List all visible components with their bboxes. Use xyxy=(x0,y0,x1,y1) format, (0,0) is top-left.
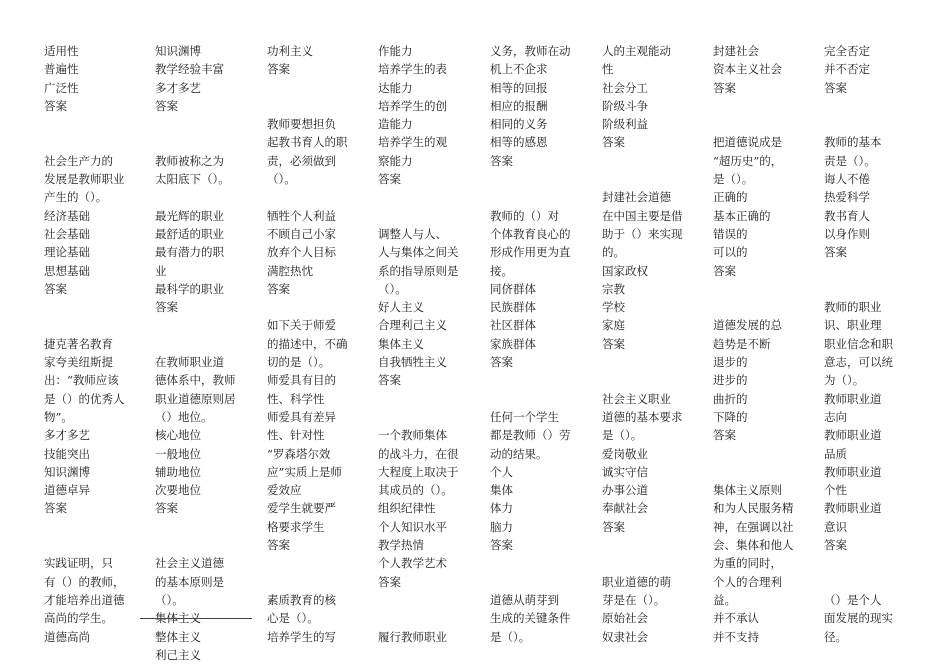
text-line: 社会基础 xyxy=(44,226,90,241)
text-line: 是（）。 xyxy=(490,629,531,644)
text-line: 奴隶社会 xyxy=(602,629,648,644)
text-line: 知识渊博 xyxy=(44,464,90,479)
column-4 xyxy=(378,42,488,646)
text-line xyxy=(824,262,934,280)
text-line: 爱效应 xyxy=(267,483,302,498)
text-line: 教师要想担负 xyxy=(267,117,336,132)
text-line: 人与集体之间关 xyxy=(378,245,459,260)
text-line: 一般地位 xyxy=(155,446,201,461)
text-line: 教学热情 xyxy=(378,538,424,553)
text-line: 最科学的职业 xyxy=(155,281,224,296)
text-line: 助于（）来实现 xyxy=(602,226,683,241)
text-line xyxy=(267,573,377,591)
text-line: 产生的（）。 xyxy=(44,190,108,205)
text-line: 道德的基本要求 xyxy=(602,409,683,424)
text-line: 诲人不倦 xyxy=(824,172,870,187)
text-line: 教师的基本 xyxy=(824,135,882,150)
text-line: 答案 xyxy=(155,300,178,315)
text-line: 人的主观能动 xyxy=(602,44,671,58)
text-line: 教师职业道 xyxy=(824,428,882,443)
text-line: 答案 xyxy=(602,135,625,150)
text-line: 并不否定 xyxy=(824,62,870,77)
text-line: 社会主义道德 xyxy=(155,556,224,571)
text-line: 答案 xyxy=(713,80,736,95)
text-line: 把道德说成是 xyxy=(713,135,782,150)
text-line: 爱学生就要严 xyxy=(267,501,336,516)
text-line: 诚实守信 xyxy=(602,464,648,479)
text-line: 核心地位 xyxy=(155,428,201,443)
text-line: 广泛性 xyxy=(44,80,79,95)
text-line: 任何一个学生 xyxy=(490,409,559,424)
text-line: 答案 xyxy=(602,519,625,534)
text-line xyxy=(713,445,823,463)
text-line: 爱岗敬业 xyxy=(602,446,648,461)
text-line xyxy=(44,316,154,334)
text-line: 退步的 xyxy=(713,355,748,370)
text-line: 合理利己主义 xyxy=(378,318,447,333)
text-line: 为（）。 xyxy=(824,373,865,388)
text-line: 下降的 xyxy=(713,409,748,424)
text-line: 个人教学艺术 xyxy=(378,556,447,571)
text-line xyxy=(155,115,265,133)
text-line xyxy=(378,609,488,627)
text-line: 形成作用更为直 xyxy=(490,245,571,260)
text-line: 太阳底下（）。 xyxy=(155,172,230,187)
text-line: 次要地位 xyxy=(155,483,201,498)
text-line: （）。 xyxy=(267,172,296,187)
column-3 xyxy=(267,42,377,646)
text-line: 是（）的优秀人 xyxy=(44,391,125,406)
text-line: 履行教师职业 xyxy=(378,629,447,644)
text-line: 如下关于师爱 xyxy=(267,318,336,333)
text-line: 的基本原则是 xyxy=(155,574,224,589)
text-line: 接。 xyxy=(490,263,513,278)
text-line: “罗森塔尔效 xyxy=(267,446,331,461)
text-line: （）。 xyxy=(155,592,184,607)
text-line: 集体主义原则 xyxy=(713,483,782,498)
text-line: 答案 xyxy=(824,80,847,95)
text-line: 答案 xyxy=(378,574,401,589)
text-line xyxy=(824,554,934,572)
text-line: 培养学生的观 xyxy=(378,135,447,150)
text-line: 进步的 xyxy=(713,373,748,388)
text-line: 意识 xyxy=(824,519,847,534)
text-line: 办事公道 xyxy=(602,483,648,498)
text-line: 职业道德原则居 xyxy=(155,391,236,406)
text-line: 径。 xyxy=(824,629,847,644)
column-8 xyxy=(824,42,934,646)
text-line: 答案 xyxy=(155,98,178,113)
text-line xyxy=(824,573,934,591)
text-line: 社会主义职业 xyxy=(602,391,671,406)
text-line: 曲折的 xyxy=(713,391,748,406)
text-line: 应”实质上是师 xyxy=(267,464,342,479)
text-line: 多才多艺 xyxy=(44,428,90,443)
text-line: 答案 xyxy=(267,538,290,553)
text-line: 切的是（）。 xyxy=(267,355,331,370)
text-line: 道德发展的总 xyxy=(713,318,782,333)
text-line: 一个教师集体 xyxy=(378,428,447,443)
text-line: 教师的职业 xyxy=(824,300,882,315)
text-line xyxy=(378,408,488,426)
text-line: 在中国主要是借 xyxy=(602,208,683,223)
text-line xyxy=(44,518,154,536)
text-line: 性 xyxy=(602,62,614,77)
text-line: 学校 xyxy=(602,300,625,315)
text-line: 相等的回报 xyxy=(490,80,548,95)
text-line: 知识渊博 xyxy=(155,44,201,58)
text-line: 封建社会道德 xyxy=(602,190,671,205)
text-line: 个体教育良心的 xyxy=(490,226,571,241)
text-line: 责是（）。 xyxy=(824,153,876,168)
text-line xyxy=(824,280,934,298)
text-line xyxy=(824,115,934,133)
text-line: 教师职业道 xyxy=(824,464,882,479)
text-line xyxy=(490,573,600,591)
text-line: 利己主义 xyxy=(155,647,201,662)
text-line: 面发展的现实 xyxy=(824,611,893,626)
text-line: 发展是教师职业 xyxy=(44,172,125,187)
text-line: 造能力 xyxy=(378,117,413,132)
text-line: 相应的报酬 xyxy=(490,98,548,113)
text-line: 好人主义 xyxy=(378,300,424,315)
text-line: 答案 xyxy=(155,501,178,516)
text-line: 答案 xyxy=(378,172,401,187)
text-line: 相同的义务 xyxy=(490,117,548,132)
text-line: 道德卓异 xyxy=(44,483,90,498)
text-line: 教书育人 xyxy=(824,208,870,223)
text-line: 益。 xyxy=(713,592,736,607)
text-line xyxy=(378,591,488,609)
text-line: “超历史”的， xyxy=(713,153,783,168)
text-line xyxy=(267,188,377,206)
text-line xyxy=(267,554,377,572)
text-line: 是（）。 xyxy=(602,428,643,443)
text-line: （）。 xyxy=(378,281,407,296)
text-line: 师爱具有目的 xyxy=(267,373,336,388)
text-line: 业 xyxy=(155,263,167,278)
text-line xyxy=(44,298,154,316)
text-line: （）地位。 xyxy=(155,409,213,424)
text-line xyxy=(490,170,600,188)
column-5 xyxy=(490,42,600,646)
text-line: 实践证明，只 xyxy=(44,556,113,571)
text-line: 起教书育人的职 xyxy=(267,135,348,150)
text-line xyxy=(602,152,712,170)
text-line xyxy=(602,353,712,371)
text-line: 趋势是不断 xyxy=(713,336,771,351)
text-line xyxy=(713,298,823,316)
text-line: 答案 xyxy=(713,428,736,443)
text-line: 机上不企求 xyxy=(490,62,548,77)
text-line: 脑力 xyxy=(490,519,513,534)
text-line: 大程度上取决于 xyxy=(378,464,459,479)
text-line: 个人的合理利 xyxy=(713,574,782,589)
text-line: 答案 xyxy=(44,281,67,296)
text-line xyxy=(713,463,823,481)
text-line xyxy=(155,536,265,554)
text-line xyxy=(267,298,377,316)
text-line: 作能力 xyxy=(378,44,413,58)
text-line xyxy=(378,188,488,206)
text-line: 错误的 xyxy=(713,226,748,241)
text-line xyxy=(824,97,934,115)
text-line: 答案 xyxy=(490,538,513,553)
text-line: 为重的同时， xyxy=(713,556,782,571)
text-line: 才能培养出道德 xyxy=(44,592,125,607)
text-line: 相等的感恩 xyxy=(490,135,548,150)
text-line: 性、针对性 xyxy=(267,428,325,443)
text-line: 牺牲个人利益 xyxy=(267,208,336,223)
text-line xyxy=(44,536,154,554)
text-line: 正确的 xyxy=(713,190,748,205)
text-line: 格要求学生 xyxy=(267,519,325,534)
footnote-rule xyxy=(140,618,252,619)
text-line: 社会生产力的 xyxy=(44,153,113,168)
text-line: 社会分工 xyxy=(602,80,648,95)
text-line xyxy=(267,79,377,97)
text-line: 在教师职业道 xyxy=(155,355,224,370)
text-line: 阶级利益 xyxy=(602,117,648,132)
text-line: 家庭 xyxy=(602,318,625,333)
text-line xyxy=(713,115,823,133)
text-line: 是（）。 xyxy=(713,172,754,187)
text-line: 可以的 xyxy=(713,245,748,260)
column-6 xyxy=(602,42,712,646)
text-line: 意志，可以统 xyxy=(824,355,893,370)
text-line: 普遍性 xyxy=(44,62,79,77)
text-line: 职业道德的萌 xyxy=(602,574,671,589)
text-line: 适用性 xyxy=(44,44,79,58)
text-line: 素质教育的核 xyxy=(267,592,336,607)
text-line xyxy=(713,280,823,298)
text-line: 热爱科学 xyxy=(824,190,870,205)
text-line: 系的指导原则是 xyxy=(378,263,459,278)
text-line: 的。 xyxy=(602,245,625,260)
text-line xyxy=(378,207,488,225)
text-line: 教师职业道 xyxy=(824,391,882,406)
column-1 xyxy=(44,42,154,646)
text-line: 阶级斗争 xyxy=(602,98,648,113)
text-line: 技能突出 xyxy=(44,446,90,461)
text-line: 完全否定 xyxy=(824,44,870,58)
text-line: 生成的关键条件 xyxy=(490,611,571,626)
text-line xyxy=(490,390,600,408)
text-line: 动的结果。 xyxy=(490,446,548,461)
text-line: 调整人与人、 xyxy=(378,226,447,241)
text-line: 德体系中，教师 xyxy=(155,373,236,388)
text-line: 基本正确的 xyxy=(713,208,771,223)
text-line: 多才多艺 xyxy=(155,80,201,95)
text-line xyxy=(602,554,712,572)
text-line: 答案 xyxy=(824,245,847,260)
text-line: 捷克著名教育 xyxy=(44,336,113,351)
text-line: 物”。 xyxy=(44,409,73,424)
text-line: 集体主义 xyxy=(378,336,424,351)
text-line: （）是个人 xyxy=(824,592,882,607)
text-line: 体力 xyxy=(490,501,513,516)
text-line xyxy=(490,554,600,572)
text-line: 功利主义 xyxy=(267,44,313,58)
text-line xyxy=(602,371,712,389)
text-line: 满腔热忱 xyxy=(267,263,313,278)
text-line: 奉献社会 xyxy=(602,501,648,516)
text-line: 同侪群体 xyxy=(490,281,536,296)
text-line: 家族群体 xyxy=(490,336,536,351)
text-line xyxy=(713,97,823,115)
text-line: 师爱具有差异 xyxy=(267,409,336,424)
text-line: 教学经验丰富 xyxy=(155,62,224,77)
text-line: 最光辉的职业 xyxy=(155,208,224,223)
text-line: 出：“教师应该 xyxy=(44,373,119,388)
text-line: 有（）的教师， xyxy=(44,574,125,589)
text-line: 宗教 xyxy=(602,281,625,296)
text-line: 识、职业理 xyxy=(824,318,882,333)
text-line: 国家政权 xyxy=(602,263,648,278)
text-line: 整体主义 xyxy=(155,629,201,644)
text-line: 教师被称之为 xyxy=(155,153,224,168)
text-line xyxy=(155,188,265,206)
text-line: 的战斗力，在很 xyxy=(378,446,459,461)
text-line: 答案 xyxy=(602,336,625,351)
text-line: 芽是在（）。 xyxy=(602,592,666,607)
text-line: 社区群体 xyxy=(490,318,536,333)
text-line xyxy=(155,133,265,151)
text-line: 培养学生的表 xyxy=(378,62,447,77)
text-line: 集体主义 xyxy=(155,611,201,626)
text-line: 答案 xyxy=(490,355,513,370)
text-line: 个人 xyxy=(490,464,513,479)
text-line: 志向 xyxy=(824,409,847,424)
text-line: 察能力 xyxy=(378,153,413,168)
text-line: 道德高尚 xyxy=(44,629,90,644)
text-line: 并不承认 xyxy=(713,611,759,626)
text-line: 答案 xyxy=(824,538,847,553)
text-line: 其成员的（）。 xyxy=(378,483,453,498)
text-line xyxy=(155,316,265,334)
text-line: 职业信念和职 xyxy=(824,336,893,351)
text-line: 经济基础 xyxy=(44,208,90,223)
text-line xyxy=(490,371,600,389)
text-line: 原始社会 xyxy=(602,611,648,626)
text-line: 高尚的学生。 xyxy=(44,611,113,626)
text-line xyxy=(155,518,265,536)
text-line: 心是（）。 xyxy=(267,611,319,626)
text-line: 放弃个人目标 xyxy=(267,245,336,260)
text-line: 达能力 xyxy=(378,80,413,95)
text-line: 和为人民服务精 xyxy=(713,501,794,516)
text-line: 答案 xyxy=(267,62,290,77)
text-line: 民族群体 xyxy=(490,300,536,315)
text-line: 不顾自己小家 xyxy=(267,226,336,241)
text-line: 都是教师（）劳 xyxy=(490,428,571,443)
text-line xyxy=(602,536,712,554)
text-line: 责，必须做到 xyxy=(267,153,336,168)
text-line: 辅助地位 xyxy=(155,464,201,479)
text-line: 会、集体和他人 xyxy=(713,538,794,553)
text-line: 义务，教师在动 xyxy=(490,44,571,58)
text-line: 培养学生的写 xyxy=(267,629,336,644)
text-line: 答案 xyxy=(44,98,67,113)
text-line: 教师的（）对 xyxy=(490,208,559,223)
text-line xyxy=(44,115,154,133)
text-line: 以身作则 xyxy=(824,226,870,241)
text-line: 答案 xyxy=(378,373,401,388)
text-line xyxy=(44,133,154,151)
text-line: 组织纪律性 xyxy=(378,501,436,516)
text-line: 个人知识水平 xyxy=(378,519,447,534)
text-line: 资本主义社会 xyxy=(713,62,782,77)
text-line: 个性 xyxy=(824,483,847,498)
column-2 xyxy=(155,42,265,664)
text-line: 并不支持 xyxy=(713,629,759,644)
text-line: 集体 xyxy=(490,483,513,498)
text-line: 自我牺牲主义 xyxy=(378,355,447,370)
text-line: 家夸美纽斯提 xyxy=(44,355,113,370)
text-line: 理论基础 xyxy=(44,245,90,260)
text-line: 教师职业道 xyxy=(824,501,882,516)
text-line: 性、科学性 xyxy=(267,391,325,406)
text-line: 答案 xyxy=(267,281,290,296)
text-line xyxy=(155,335,265,353)
text-line xyxy=(490,188,600,206)
text-line: 培养学生的创 xyxy=(378,98,447,113)
text-line: 道德从萌芽到 xyxy=(490,592,559,607)
text-line: 封建社会 xyxy=(713,44,759,58)
text-line xyxy=(378,390,488,408)
text-line xyxy=(267,97,377,115)
text-line: 思想基础 xyxy=(44,263,90,278)
column-7 xyxy=(713,42,823,646)
text-line: 最有潜力的职 xyxy=(155,245,224,260)
text-line: 答案 xyxy=(713,263,736,278)
text-line: 的描述中，不确 xyxy=(267,336,348,351)
text-line: 答案 xyxy=(44,501,67,516)
text-line: 品质 xyxy=(824,446,847,461)
text-line: 最舒适的职业 xyxy=(155,226,224,241)
text-line: 神，在强调以社 xyxy=(713,519,794,534)
text-line xyxy=(602,170,712,188)
text-line: 答案 xyxy=(490,153,513,168)
